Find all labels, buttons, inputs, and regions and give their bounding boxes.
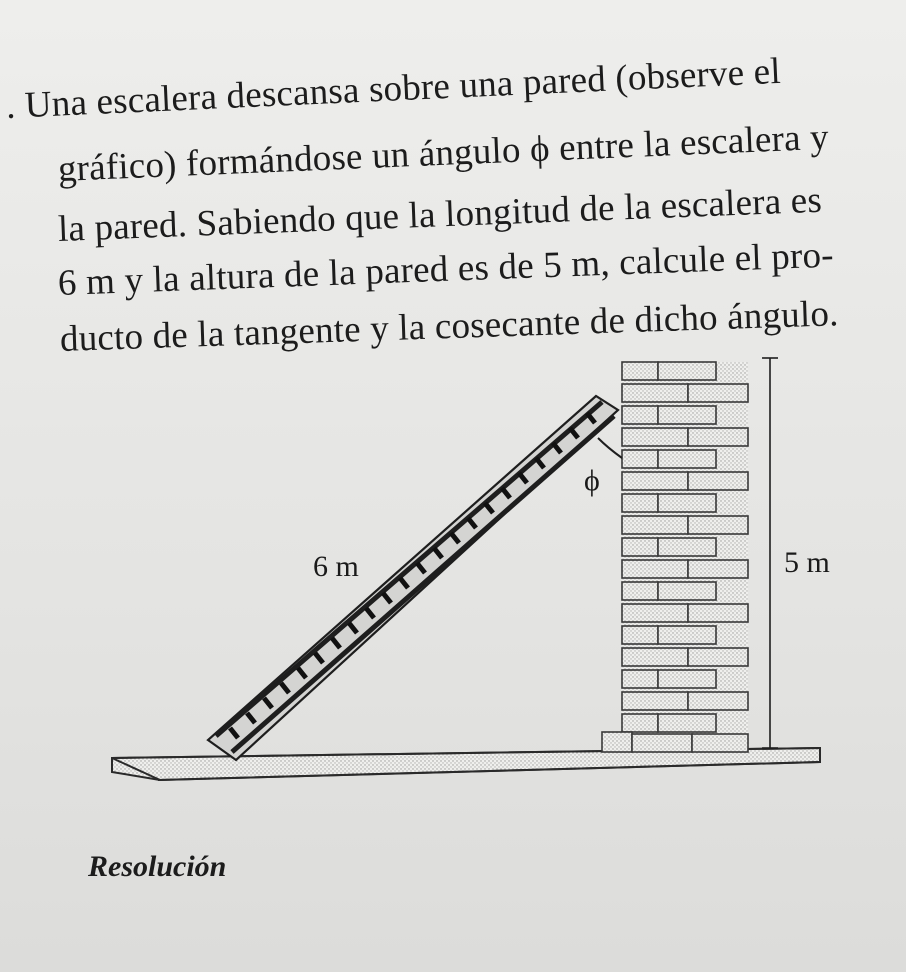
problem-line-5: ducto de la tangente y la cosecante de dicho ángulo. [59, 293, 840, 360]
angle-arc [598, 438, 622, 458]
angle-label: ϕ [584, 464, 600, 497]
ladder-wall-figure [0, 340, 906, 820]
problem-statement [0, 0, 906, 360]
brick-wall [602, 362, 748, 754]
ladder [208, 396, 618, 760]
problem-line-1: . Una escalera descansa sobre una pared (observe el [5, 50, 782, 127]
problem-line-4: 6 m y la altura de la pared es de 5 m, calcule el pro- [57, 234, 835, 304]
problem-line-3: la pared. Sabiendo que la longitud de la escalera es [57, 179, 823, 250]
problem-line-2: gráfico) formándose un ángulo ϕ entre la escalera y [57, 116, 830, 190]
height-dimension [762, 358, 778, 748]
wall-height-label: 5 m [784, 546, 830, 579]
ladder-length-label: 6 m [313, 550, 359, 583]
section-heading: Resolución [88, 850, 227, 883]
